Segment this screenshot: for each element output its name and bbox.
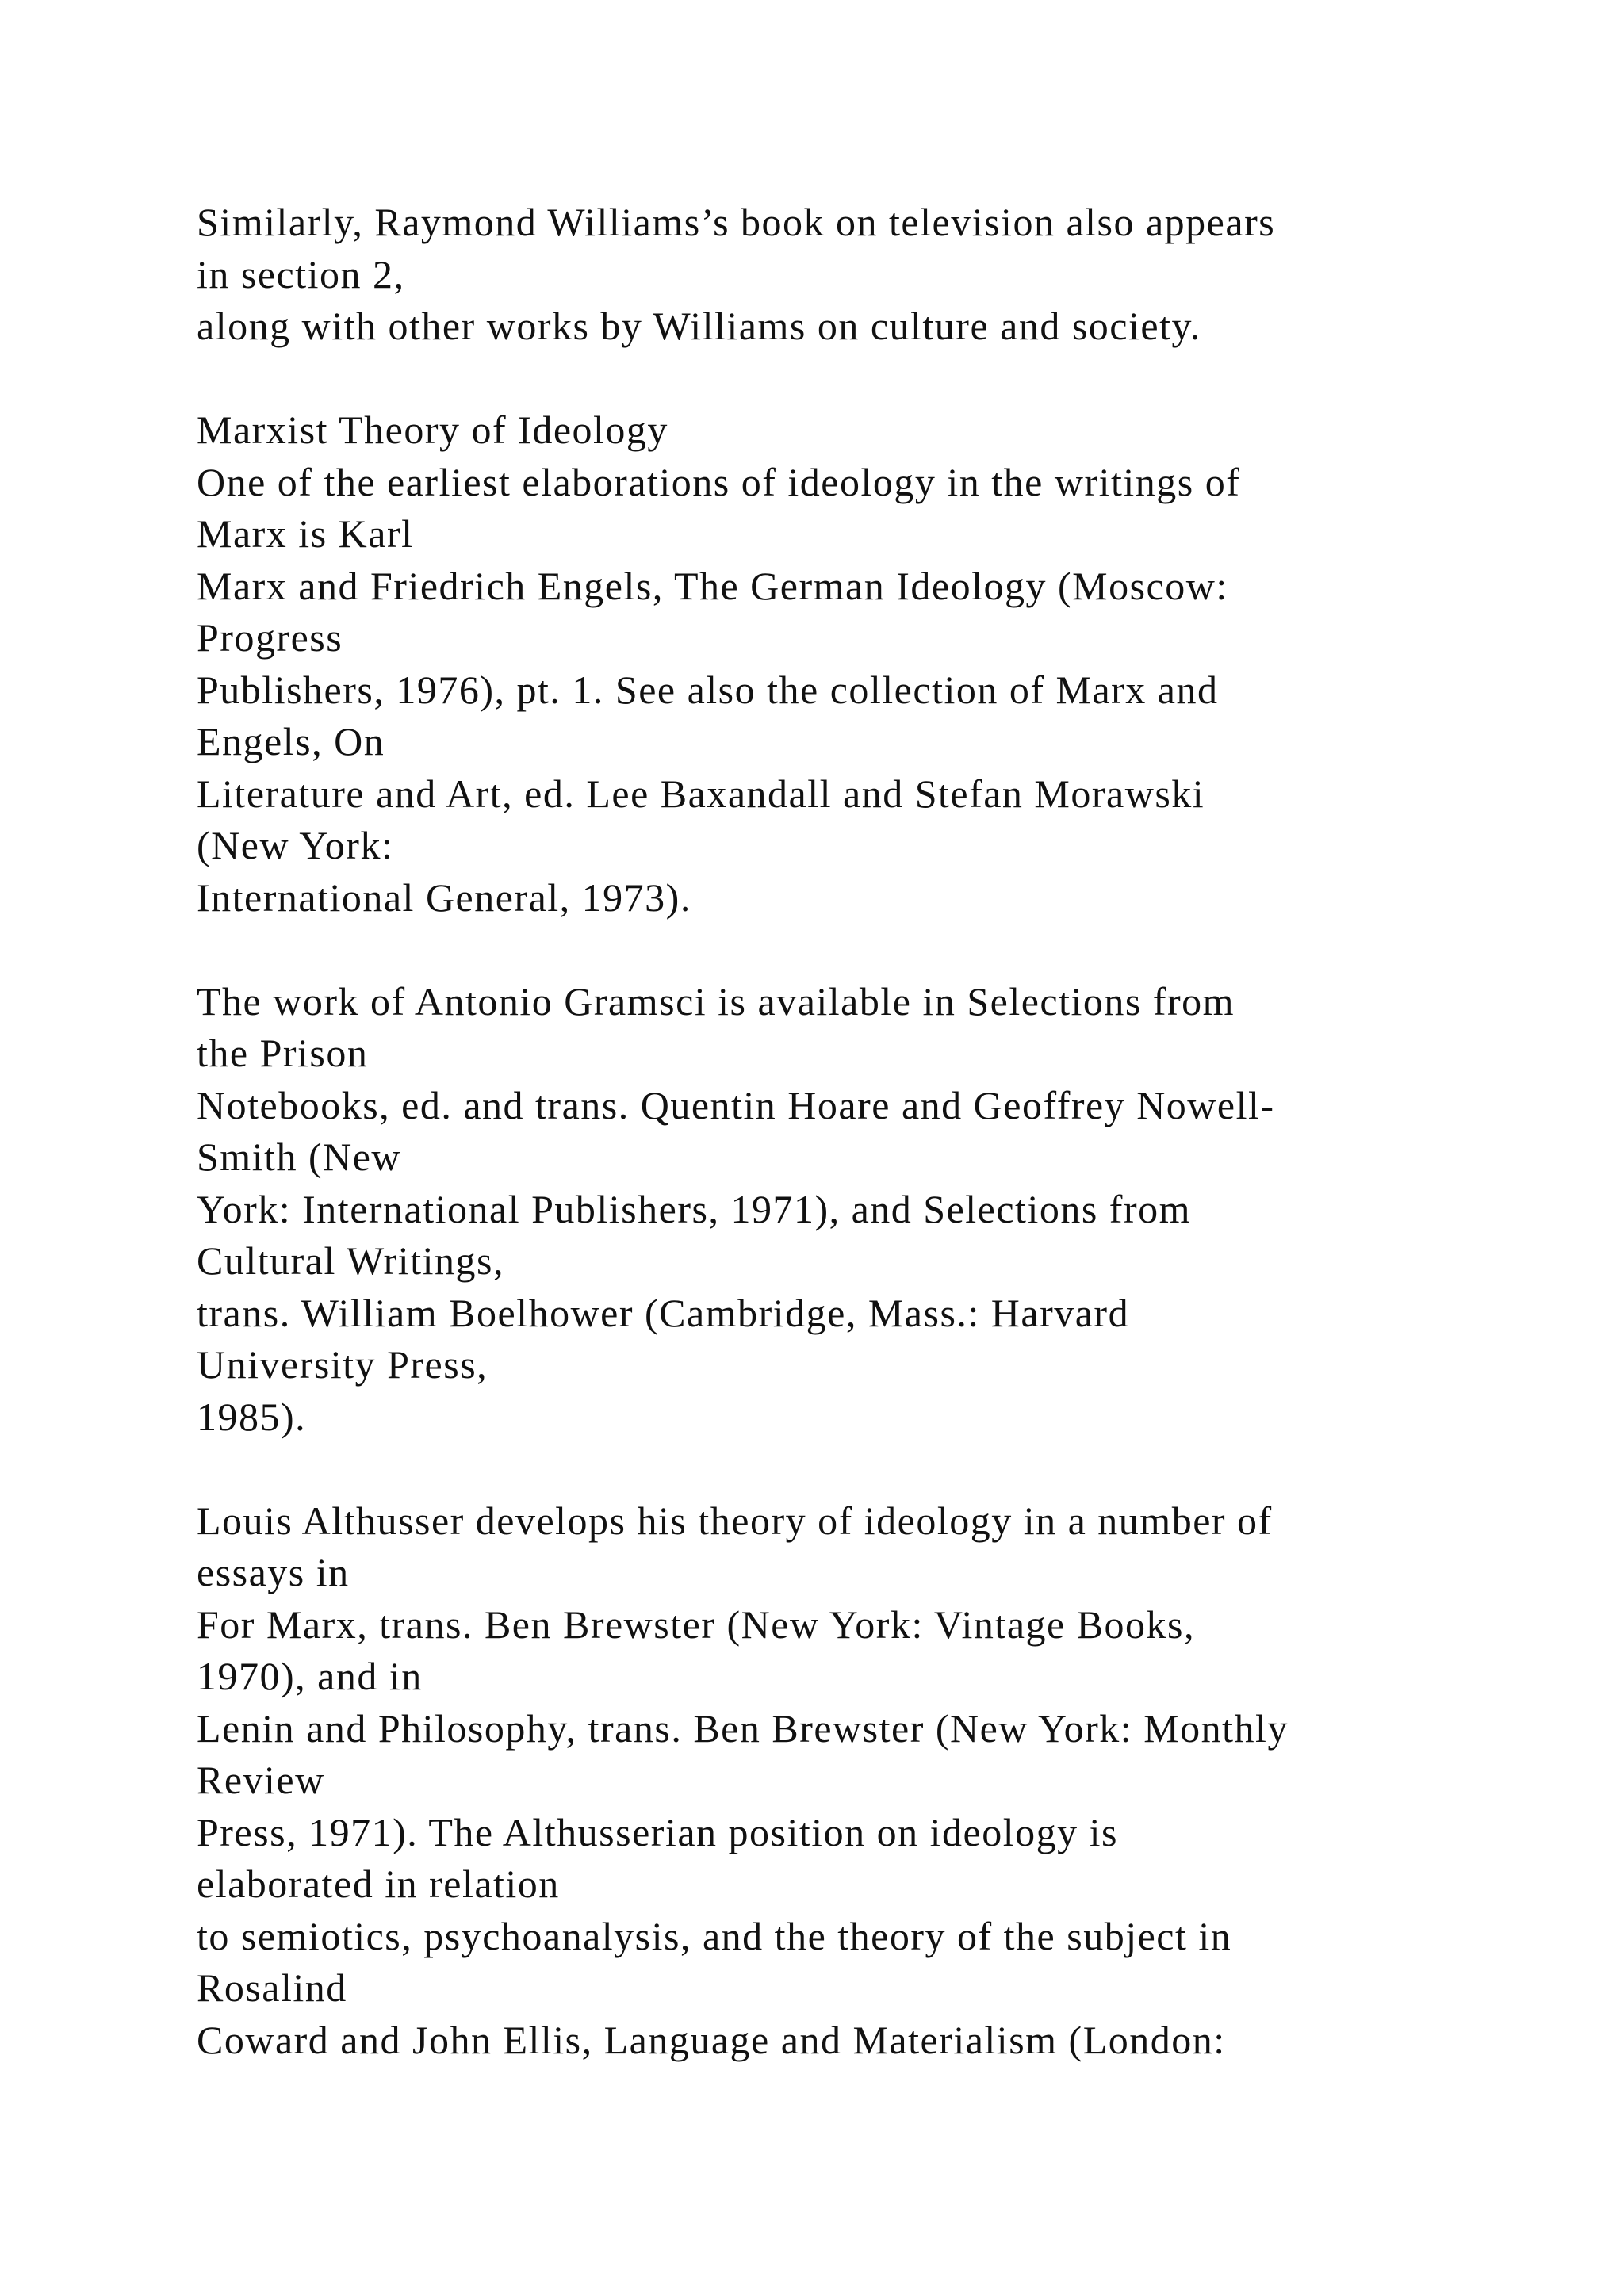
text-line: Louis Althusser develops his theory of ideology in a number of <box>197 1498 1273 1543</box>
text-line: Engels, On <box>197 719 385 763</box>
text-line: Marx and Friedrich Engels, The German Ideology (Moscow: <box>197 563 1228 608</box>
text-line: For Marx, trans. Ben Brewster (New York: Vintage Books, <box>197 1601 1196 1647</box>
paragraph-marxist-theory <box>197 404 1545 924</box>
text-line: elaborated in relation <box>197 1862 560 1906</box>
text-line: Marx is Karl <box>197 511 414 556</box>
text-line: 1970), and in <box>197 1654 423 1698</box>
section-heading: Marxist Theory of Ideology <box>197 408 668 452</box>
text-line: Press, 1971). The Althusserian position on ideology is <box>197 1809 1118 1854</box>
text-line: Smith (New <box>197 1135 402 1179</box>
text-line: to semiotics, psychoanalysis, and the theory of the subject in <box>197 1913 1232 1958</box>
text-line: The work of Antonio Gramsci is available in Selections from <box>197 978 1235 1024</box>
paragraph-althusser <box>197 1495 1545 2067</box>
text-line: One of the earliest elaborations of ideology in the writings of <box>197 459 1241 504</box>
text-line: Literature and Art, ed. Lee Baxandall and Stefan Morawski <box>197 771 1205 816</box>
text-line: 1985). <box>197 1394 307 1439</box>
text-line: essays in <box>197 1550 350 1594</box>
text-line: Lenin and Philosophy, trans. Ben Brewster (New York: Monthly <box>197 1705 1289 1751</box>
text-line: Review <box>197 1758 325 1802</box>
paragraph-spacer <box>197 353 1545 405</box>
paragraph-gramsci <box>197 976 1545 1444</box>
text-line: Cultural Writings, <box>197 1238 504 1283</box>
text-line: Similarly, Raymond Williams’s book on television also appears <box>197 200 1276 244</box>
text-line: International General, 1973). <box>197 874 691 920</box>
paragraph-spacer <box>197 924 1545 976</box>
text-line: along with other works by Williams on culture and society. <box>197 304 1201 348</box>
text-line: University Press, <box>197 1342 488 1387</box>
text-line: trans. William Boelhower (Cambridge, Mass.: Harvard <box>197 1290 1130 1335</box>
paragraph-spacer <box>197 1443 1545 1495</box>
text-line: Publishers, 1976), pt. 1. See also the collection of Marx and <box>197 667 1219 712</box>
text-line: Rosalind <box>197 1965 347 2010</box>
text-line: Progress <box>197 615 343 660</box>
text-line: York: International Publishers, 1971), and Selections from <box>197 1186 1191 1231</box>
text-line: the Prison <box>197 1031 369 1075</box>
text-line: (New York: <box>197 823 394 867</box>
text-line: in section 2, <box>197 251 405 297</box>
text-line: Coward and John Ellis, Language and Materialism (London: <box>197 2017 1226 2062</box>
paragraph-williams <box>197 197 1545 353</box>
text-line: Notebooks, ed. and trans. Quentin Hoare and Geoffrey Nowell- <box>197 1082 1275 1127</box>
document-body <box>197 197 1545 2066</box>
